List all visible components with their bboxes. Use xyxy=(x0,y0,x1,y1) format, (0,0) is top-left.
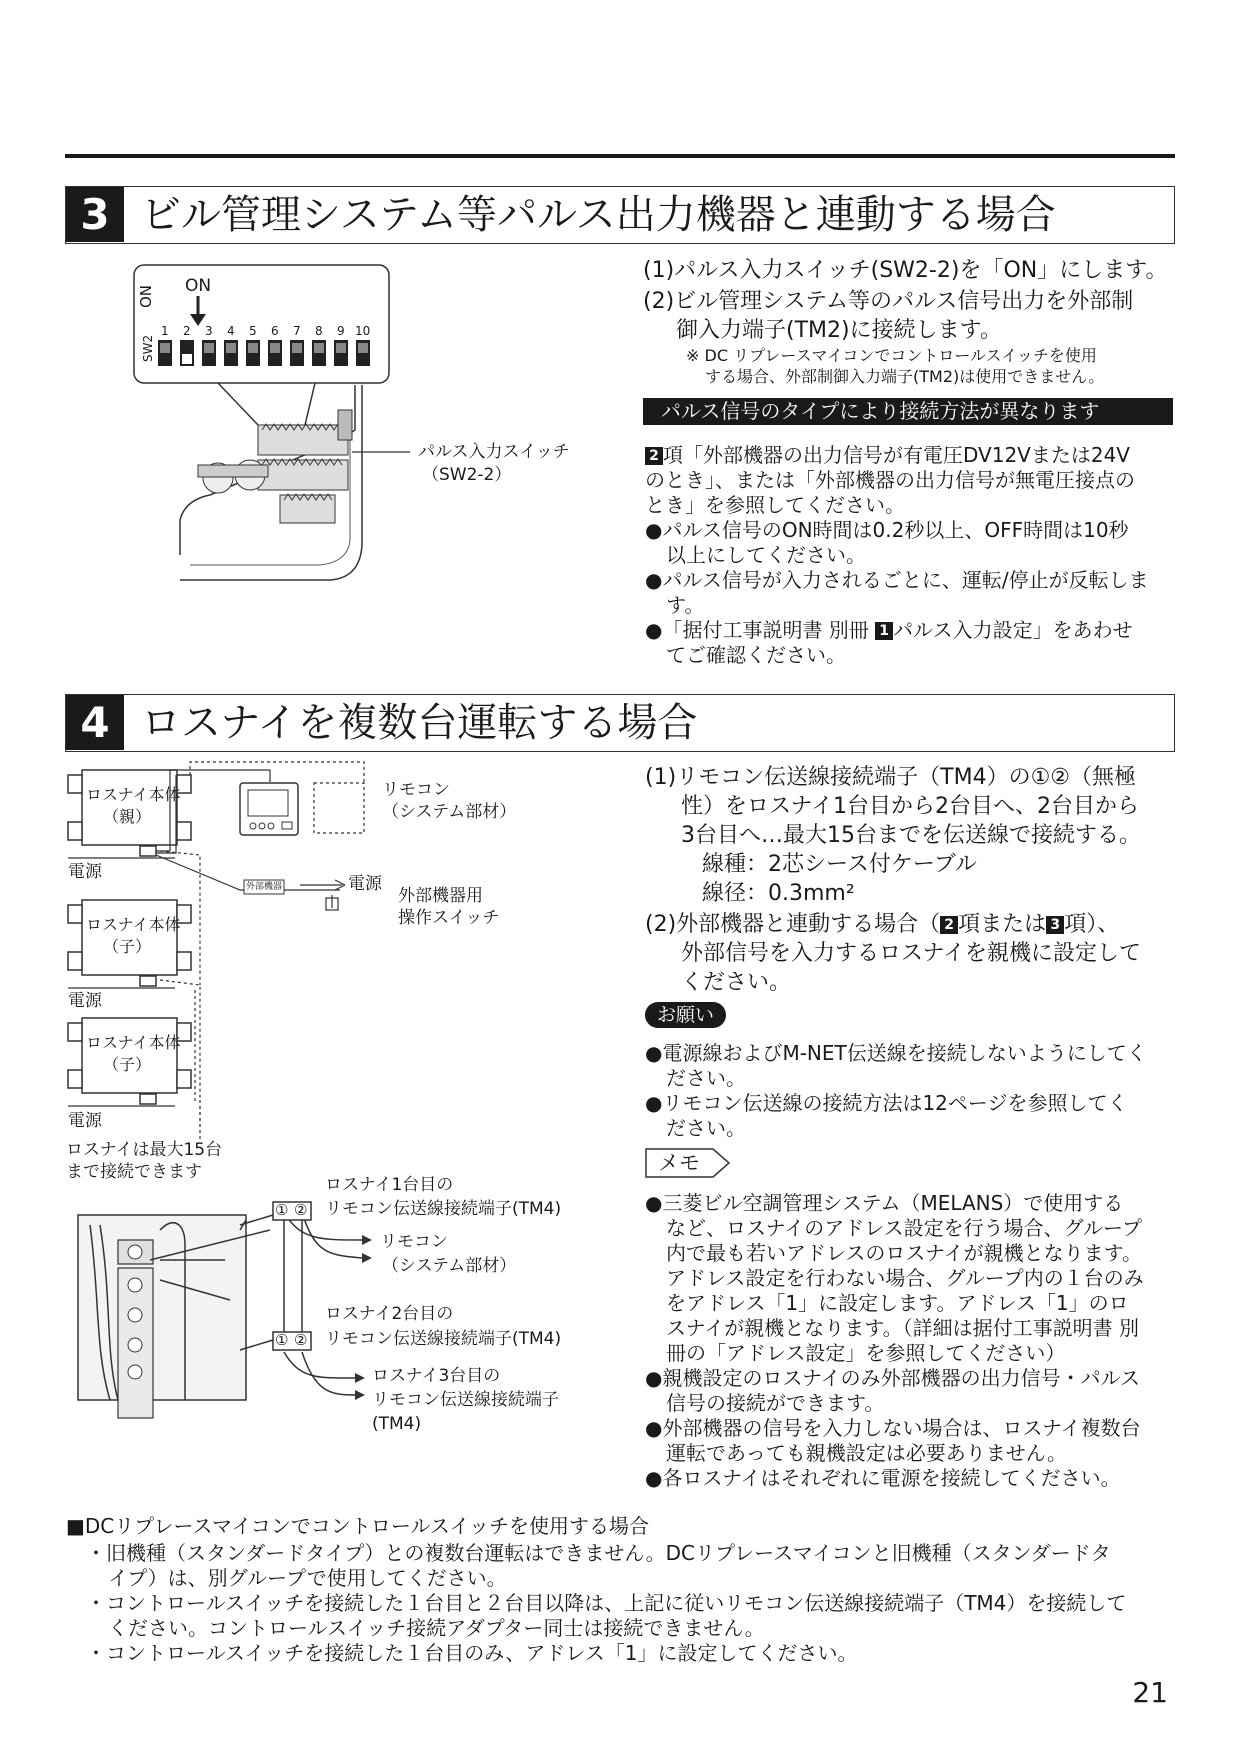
dip-number-10: 10 xyxy=(355,324,371,338)
s4-ref-3-badge: 3 xyxy=(1046,916,1064,934)
t2-circ2: ② xyxy=(294,1331,308,1349)
dip-number-9: 9 xyxy=(337,324,345,338)
s3-step-2b: 御入力端子(TM2)に接続します。 xyxy=(676,318,1002,343)
s3-bar: パルス信号のタイプにより接続方法が異なります xyxy=(643,398,1173,425)
unit2-role: （子） xyxy=(103,937,152,956)
memo-tag: メモ xyxy=(658,1151,700,1175)
s4-ref-2-badge: 2 xyxy=(940,916,958,934)
bottom-line-3: ・コントロールスイッチを接続した１台目のみ、アドレス「1」に設定してください。 xyxy=(86,1641,858,1665)
to-remote-label: リモコン xyxy=(380,1232,448,1252)
unit3-power: 電源 xyxy=(68,1111,102,1131)
dip-number-8: 8 xyxy=(315,324,323,338)
t3-label-sub2: (TM4) xyxy=(372,1414,422,1434)
memo-1e: をアドレス「1」に設定します。アドレス「1」のロ xyxy=(666,1291,1129,1315)
s4-step1-line2: 性）をロスナイ1台目から2台目へ、2台目から xyxy=(681,794,1140,819)
s3-b3-pre: ●「据付工事説明書 別冊 xyxy=(645,618,876,642)
s3-step-2: (2)ビル管理システム等のパルス信号出力を外部制 xyxy=(643,289,1134,314)
s4-s2-post: 項）、 xyxy=(1064,912,1120,937)
memo-2: ●親機設定のロスナイのみ外部機器の出力信号・パルス xyxy=(645,1366,1141,1390)
s4-step2-line2: 外部信号を入力するロスナイを親機に設定して xyxy=(681,941,1142,966)
s3-ref-3: とき」を参照してください。 xyxy=(645,493,905,517)
section-4-number: 4 xyxy=(66,695,124,750)
ext-box-label: 外部機器 xyxy=(246,882,283,892)
section-3-number: 3 xyxy=(66,187,124,242)
memo-1g: 冊の「アドレス設定」を参照してください） xyxy=(666,1341,1066,1365)
ref-num-badge: 2 xyxy=(645,447,663,465)
s3-bullet-1b: 以上にしてください。 xyxy=(666,543,866,567)
max-units-note-sub: まで接続できます xyxy=(66,1162,202,1182)
onegai-badge: お願い xyxy=(645,1002,726,1028)
s4-step1-line1: (1)リモコン伝送線接続端子（TM4）の①②（無極 xyxy=(645,765,1137,790)
t1-label-sub: リモコン伝送線接続端子(TM4) xyxy=(325,1199,562,1219)
s4-s2-pre: (2)外部機器と連動する場合（ xyxy=(645,912,941,937)
s4-step2-line1 xyxy=(645,910,1119,939)
t3-label-sub: リモコン伝送線接続端子 xyxy=(372,1390,559,1410)
pulse-switch-callout: パルス入力スイッチ xyxy=(418,442,570,462)
s4-step2-line3: ください。 xyxy=(681,970,792,995)
b3-num-badge: 1 xyxy=(875,622,893,640)
s3-bullet-2b: す。 xyxy=(666,593,705,617)
section-3-title: ビル管理システム等パルス出力機器と連動する場合 xyxy=(141,192,1056,238)
memo-2b: 信号の接続ができます。 xyxy=(666,1391,885,1415)
unit1-label: ロスナイ本体 xyxy=(86,785,181,804)
memo-3: ●外部機器の信号を入力しない場合は、ロスナイ複数台 xyxy=(645,1416,1141,1440)
s3-ref-1 xyxy=(645,442,1130,468)
s3-bullet-1: ●パルス信号のON時間は0.2秒以上、OFF時間は10秒 xyxy=(645,518,1129,542)
t1-circ2: ② xyxy=(294,1201,308,1219)
s3-step-1: (1)パルス入力スイッチ(SW2-2)を「ON」にします。 xyxy=(643,258,1168,283)
section-4-title: ロスナイを複数台運転する場合 xyxy=(141,700,698,746)
unit1-role: （親） xyxy=(103,807,152,826)
onegai-2: ●リモコン伝送線の接続方法は12ページを参照してく xyxy=(645,1091,1128,1115)
pulse-switch-callout-sub: （SW2-2） xyxy=(422,465,512,485)
memo-1d: アドレス設定を行わない場合、グループ内の１台のみ xyxy=(666,1266,1144,1290)
t2-circ1: ① xyxy=(275,1331,289,1349)
memo-4: ●各ロスナイはそれぞれに電源を接続してください。 xyxy=(645,1466,1121,1490)
s3-bullet-3b: てご確認ください。 xyxy=(666,643,846,667)
unit3-label: ロスナイ本体 xyxy=(86,1033,181,1052)
s3-bullet-2: ●パルス信号が入力されるごとに、運転/停止が反転しま xyxy=(645,568,1149,592)
t1-circ1: ① xyxy=(275,1201,289,1219)
s4-cable-type: 線種：2芯シース付ケーブル xyxy=(702,852,977,877)
memo-1b: など、ロスナイのアドレス設定を行う場合、グループ xyxy=(666,1216,1142,1240)
bottom-line-2: ・コントロールスイッチを接続した１台目と２台目以降は、上記に従いリモコン伝送線接続端子（TM4）を接続して xyxy=(86,1591,1127,1615)
memo-1c: 内で最も若いアドレスのロスナイが親機となります。 xyxy=(666,1241,1142,1265)
ext-switch-label-sub: 操作スイッチ xyxy=(398,908,500,928)
remote-label-sub: （システム部材） xyxy=(382,802,517,822)
dip-number-3: 3 xyxy=(205,324,213,338)
max-units-note: ロスナイは最大15台 xyxy=(66,1140,223,1160)
dip-number-5: 5 xyxy=(249,324,257,338)
dip-number-4: 4 xyxy=(227,324,235,338)
to-remote-label-sub: （システム部材） xyxy=(382,1256,517,1276)
s3-bullet-3 xyxy=(645,617,1133,643)
dip-number-7: 7 xyxy=(293,324,301,338)
s3-note-1: ※ DC リプレースマイコンでコントロールスイッチを使用 xyxy=(686,346,1097,365)
unit1-power: 電源 xyxy=(68,862,102,882)
s4-cable-size: 線径：0.3mm² xyxy=(702,881,855,906)
memo-1f: スナイが親機となります。（詳細は据付工事説明書 別 xyxy=(666,1316,1139,1340)
t2-label: ロスナイ2台目の xyxy=(325,1304,454,1324)
s3-note-2: する場合、外部制御入力端子(TM2)は使用できません。 xyxy=(705,367,1105,386)
dip-sw-label: SW2 xyxy=(141,334,155,362)
s4-step1-line3: 3台目へ…最大15台までを伝送線で接続する。 xyxy=(681,823,1141,848)
bottom-line-1b: イプ）は、別グループで使用してください。 xyxy=(108,1566,507,1590)
ext-power-label: 電源 xyxy=(348,874,382,894)
dip-number-2: 2 xyxy=(183,324,191,338)
dip-side-on: ON xyxy=(137,284,155,308)
ext-switch-label: 外部機器用 xyxy=(398,886,483,906)
unit2-power: 電源 xyxy=(68,991,102,1011)
memo-1: ●三菱ビル空調管理システム（MELANS）で使用する xyxy=(645,1191,1124,1215)
s3-ref-1-text: 項「外部機器の出力信号が有電圧DV12Vまたは24V xyxy=(663,443,1130,467)
dip-on-label: ON xyxy=(185,276,212,296)
onegai-1: ●電源線およびM-NET伝送線を接続しないようにしてく xyxy=(645,1041,1147,1065)
bottom-heading: ■DCリプレースマイコンでコントロールスイッチを使用する場合 xyxy=(66,1514,650,1538)
onegai-2b: ださい。 xyxy=(666,1116,746,1140)
t2-label-sub: リモコン伝送線接続端子(TM4) xyxy=(325,1329,562,1349)
page-number: 21 xyxy=(1132,1676,1168,1709)
dip-number-6: 6 xyxy=(271,324,279,338)
unit2-label: ロスナイ本体 xyxy=(86,915,181,934)
bottom-line-1: ・旧機種（スタンダードタイプ）との複数台運転はできません。DCリプレースマイコンと旧機種（スタンダードタ xyxy=(86,1541,1111,1565)
bottom-line-2b: ください。コントロールスイッチ接続アダプター同士は接続できません。 xyxy=(108,1616,765,1640)
dip-number-1: 1 xyxy=(161,324,169,338)
s3-b3-post: パルス入力設定」をあわせ xyxy=(893,618,1133,642)
s4-s2-mid: 項または xyxy=(958,912,1047,937)
unit3-role: （子） xyxy=(103,1055,152,1074)
onegai-1b: ださい。 xyxy=(666,1066,746,1090)
t1-label: ロスナイ1台目の xyxy=(325,1175,454,1195)
multi-unit-diagram xyxy=(0,0,640,1460)
s3-ref-2: のとき」、または「外部機器の出力信号が無電圧接点の xyxy=(645,468,1135,492)
memo-3b: 運転であっても親機設定は必要ありません。 xyxy=(666,1441,1067,1465)
t3-label: ロスナイ3台目の xyxy=(372,1366,501,1386)
remote-label: リモコン xyxy=(382,780,450,800)
